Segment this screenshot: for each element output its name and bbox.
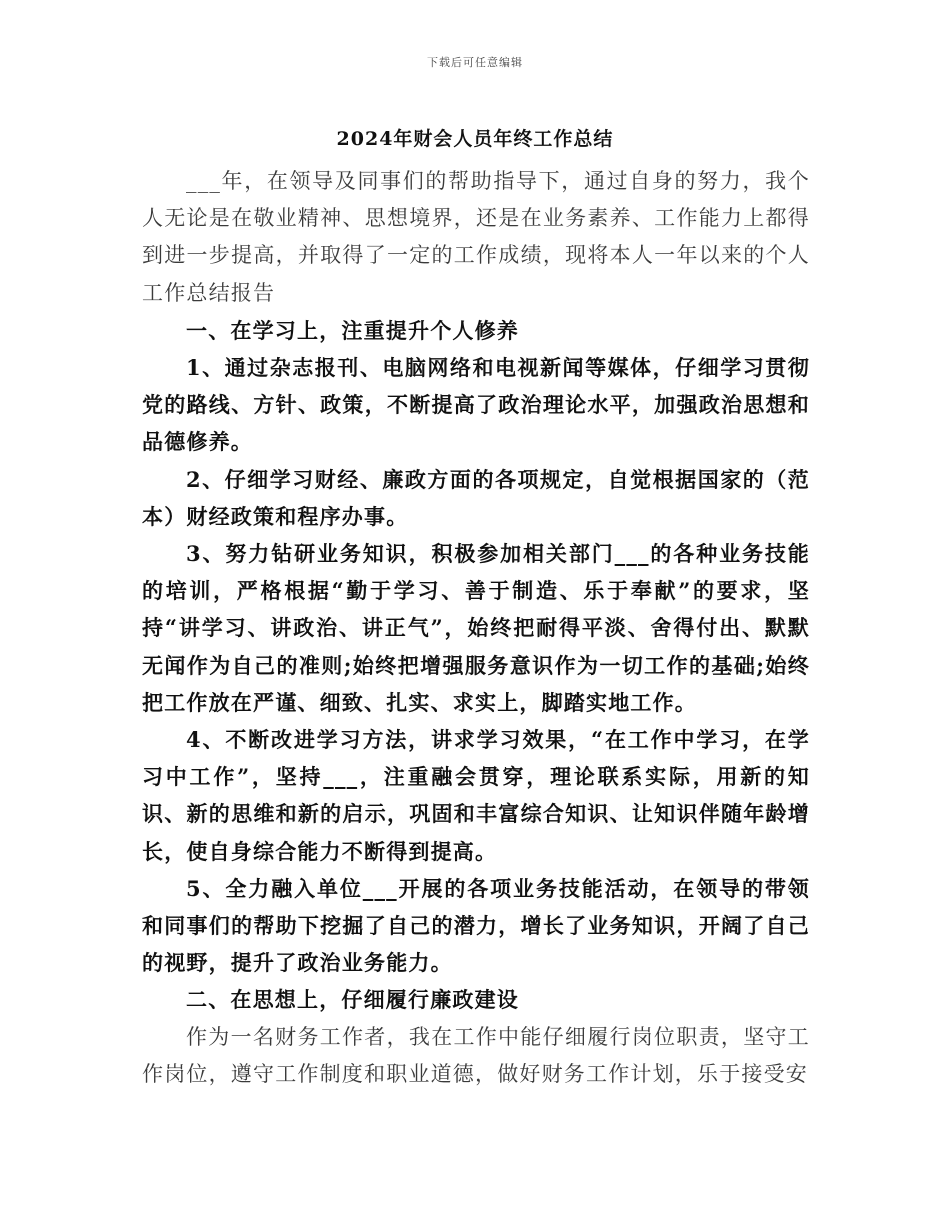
document-title: 2024年财会人员年终工作总结 xyxy=(336,128,614,150)
paragraph-item-5: 5、全力融入单位___开展的各项业务技能活动，在领导的带领和同事们的帮助下挖掘了自己的潜力，增长了业务知识，开阔了自己的视野，提升了政治业务能力。 xyxy=(142,875,810,976)
paragraph-item-3: 3、努力钻研业务知识，积极参加相关部门___的各种业务技能的培训，严格根据“勤于学习、善于制造、乐于奉献”的要求，坚持“讲学习、讲政治、讲正气”，始终把耐得平淡、舍得付出、默默无闻作为自己的准则;始终把增强服务意识作为一切工作的基础;始终把工作放在严谨、细致、扎实、求实上，脚踏实地工作。 xyxy=(142,541,810,715)
paragraph-finance-duty: 作为一名财务工作者，我在工作中能仔细履行岗位职责，坚守工作岗位，遵守工作制度和职业道德，做好财务工作计划，乐于接受安 xyxy=(142,1024,810,1086)
section-heading-study: 一、在学习上，注重提升个人修养 xyxy=(186,317,519,343)
section-heading-thought: 二、在思想上，仔细履行廉政建设 xyxy=(186,987,519,1013)
paragraph-item-2: 2、仔细学习财经、廉政方面的各项规定，自觉根据国家的（范本）财经政策和程序办事。 xyxy=(142,466,810,529)
paragraph-intro: ___年，在领导及同事们的帮助指导下，通过自身的努力，我个人无论是在敬业精神、思想境界，还是在业务素养、工作能力上都得到进一步提高，并取得了一定的工作成绩，现将本人一年以来的个人工作总结报告 xyxy=(142,169,810,305)
paragraph-item-4: 4、不断改进学习方法，讲求学习效果，“在工作中学习，在学习中工作”，坚持___，注重融会贯穿，理论联系实际，用新的知识、新的思维和新的启示，巩固和丰富综合知识、让知识伴随年龄增长，使自身综合能力不断得到提高。 xyxy=(142,727,810,864)
document-body xyxy=(142,163,810,1093)
paragraph-item-1: 1、通过杂志报刊、电脑网络和电视新闻等媒体，仔细学习贯彻党的路线、方针、政策，不断提高了政治理论水平，加强政治思想和品德修养。 xyxy=(142,355,810,455)
header-note: 下载后可任意编辑 xyxy=(427,56,523,69)
